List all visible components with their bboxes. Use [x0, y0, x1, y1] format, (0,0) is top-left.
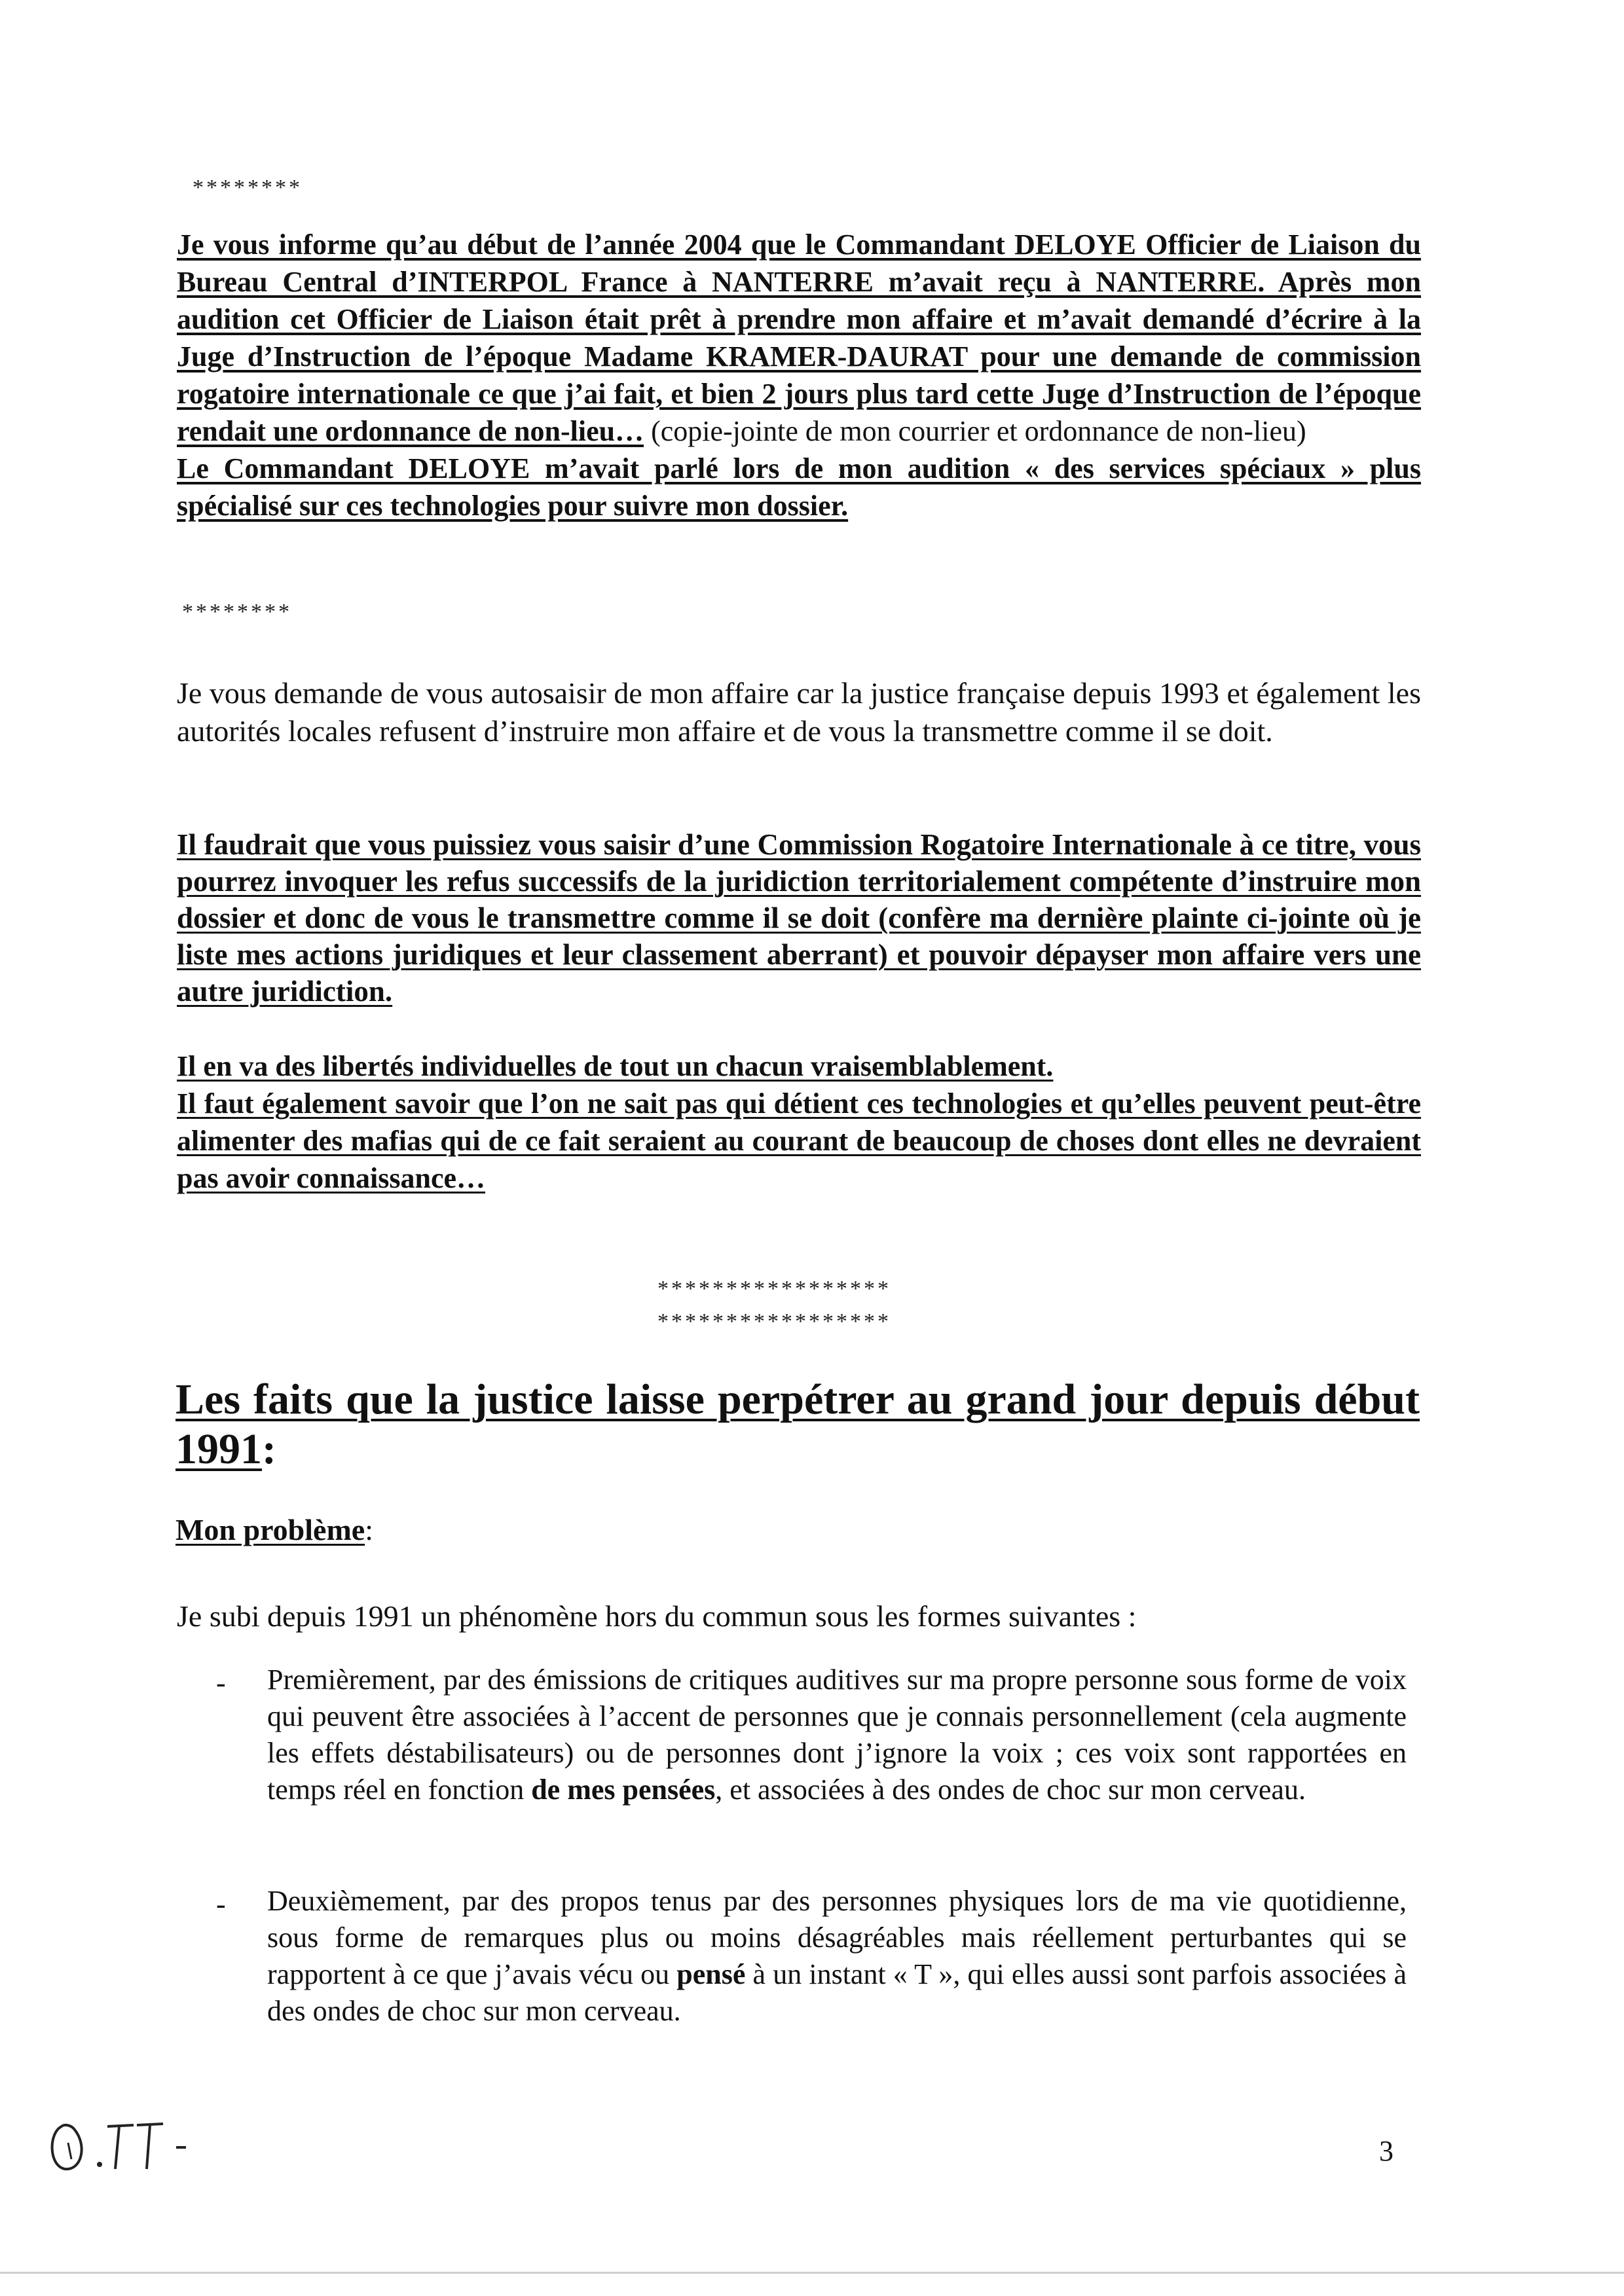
interpol-text: Je vous informe qu’au début de l’année 2004 que le Commandant DELOYE Officier de Liaison du Bureau Central d’INTERPOL France à NANTERRE m’avait reçu à NANTERRE. Après mon audition cet Officier de Liaison était prêt à prendre mon affaire et m’avait demandé d’écrire à la Juge d’Instruction de l’époque Madame KRAMER-DAURAT pour une demande de commission rogatoire internationale ce que j’ai fait, et bien 2 jours plus tard cette Juge d’Instruction de l’époque rendait une ordonnance de non-lieu…	[177, 228, 1421, 447]
bullet-item-1	[267, 1662, 1407, 1808]
section-heading	[175, 1375, 1420, 1474]
separator-stars-2: ********	[182, 600, 292, 624]
commission-text: Il faudrait que vous puissiez vous saisir d’une Commission Rogatoire Internationale à ce titre, vous pourrez invoquer les refus successifs de la juridiction territorialement compétente d’instruire mon dossier et donc de vous le transmettre comme il se doit (confère ma dernière plainte ci-jointe où je liste mes actions juridiques et leur classement aberrant) et pouvoir dépayser mon affaire vers une autre juridiction.	[177, 828, 1421, 1008]
bullet-1-text-a: Premièrement, par des émissions de critiques auditives sur ma propre personne sous forme de voix qui peuvent être associées à l’accent de personnes que je connais personnellement (cela augmente les effets déstabilisateurs) ou de personnes dont j’ignore la voix ; ces voix sont rapportées en temps réel en fonction	[267, 1664, 1407, 1806]
subheading-colon: :	[365, 1513, 373, 1546]
paragraph-interpol	[177, 226, 1421, 524]
bullet-dash-1: -	[216, 1667, 226, 1699]
separator-stars-4: *****************	[657, 1309, 891, 1334]
paragraph-libertes	[177, 1048, 1421, 1197]
bullet-item-2	[267, 1883, 1407, 2030]
intro-line: Je subi depuis 1991 un phénomène hors du commun sous les formes suivantes :	[177, 1599, 1137, 1633]
separator-stars-3: *****************	[657, 1277, 891, 1301]
paragraph-commission	[177, 826, 1421, 1010]
mafias-text: Il faut également savoir que l’on ne sait pas qui détient ces technologies et qu’elles peuvent peut-être alimenter des mafias qui de ce fait seraient au courant de beaucoup de choses dont elles ne devraient pas avoir connaissance…	[177, 1087, 1421, 1194]
bullet-2-text-a: Deuxièmement, par des propos tenus par des personnes physiques lors de ma vie quotidienne, sous forme de remarques plus ou moins désagréables mais réellement perturbantes qui se rapportent à ce que j’avais vécu ou	[267, 1885, 1407, 1990]
deloye-text: Le Commandant DELOYE m’avait parlé lors de mon audition « des services spéciaux » plus spécialisé sur ces technologies pour suivre mon dossier.	[177, 452, 1421, 522]
handwritten-initials	[42, 2107, 199, 2179]
heading-colon: :	[262, 1425, 276, 1473]
subheading	[175, 1512, 373, 1547]
bullet-dash-2: -	[216, 1888, 226, 1920]
heading-text: Les faits que la justice laisse perpétrer au grand jour depuis début 1991	[175, 1376, 1420, 1473]
paragraph-autosaisir: Je vous demande de vous autosaisir de mon affaire car la justice française depuis 1993 et également les autorités locales refusent d’instruire mon affaire et de vous la transmettre comme il se doit.	[177, 676, 1421, 748]
bullet-2-bold: pensé	[676, 1958, 746, 1990]
bullet-2-text-b: à un instant « T », qui elles aussi sont parfois associées à des ondes de choc sur mon cerveau.	[267, 1958, 1407, 2027]
bullet-1-bold: de mes pensées	[531, 1774, 716, 1806]
bullet-1-text-b: , et associées à des ondes de choc sur mon cerveau.	[715, 1774, 1306, 1806]
subheading-text: Mon problème	[175, 1513, 365, 1546]
libertes-line: Il en va des libertés individuelles de tout un chacun vraisemblablement.	[177, 1050, 1054, 1082]
interpol-note: (copie-jointe de mon courrier et ordonnance de non-lieu)	[644, 415, 1306, 447]
bottom-rule	[0, 2272, 1624, 2274]
separator-stars-1: ********	[193, 175, 303, 200]
page-number: 3	[1379, 2135, 1393, 2167]
